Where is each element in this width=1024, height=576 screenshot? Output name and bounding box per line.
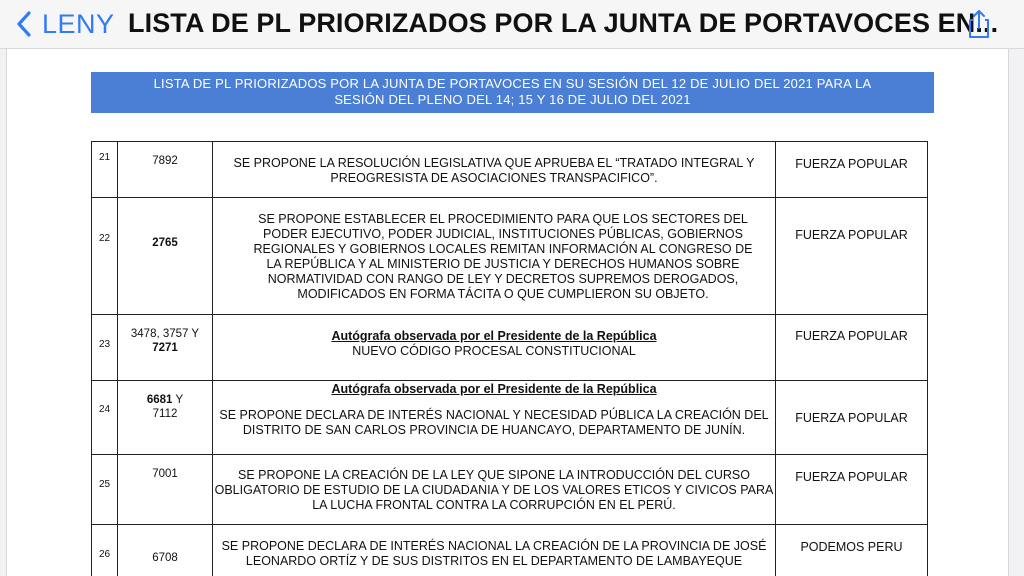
row-number [92, 198, 118, 315]
description [213, 198, 776, 315]
description-line: SE PROPONE ESTABLECER EL PROCEDIMIENTO PARA QUE LOS SECTORES DEL [258, 212, 748, 226]
pl-number-text: 2765 [152, 237, 178, 249]
party-text: FUERZA POPULAR [795, 157, 908, 171]
party-text: FUERZA POPULAR [795, 411, 908, 425]
description [213, 142, 776, 198]
pl-number-text: 6708 [152, 552, 178, 564]
pl-number-text: 7112 [152, 408, 178, 420]
description-line: REGIONALES Y GOBIERNOS LOCALES REMITAN INFORMACIÓN AL CONGRESO DE [253, 242, 753, 256]
pl-number [118, 142, 213, 198]
autografa-heading: Autógrafa observada por el Presidente de la República [331, 382, 657, 396]
party [776, 525, 928, 576]
row-number-text: 22 [98, 233, 111, 244]
party [776, 198, 928, 315]
party [776, 455, 928, 525]
pl-number [118, 455, 213, 525]
party-text: FUERZA POPULAR [795, 228, 908, 242]
document-view[interactable] [6, 49, 1009, 576]
description [213, 455, 776, 525]
back-button[interactable] [16, 6, 115, 42]
table-row [92, 198, 928, 315]
banner-line-2: SESIÓN DEL PLENO DEL 14; 15 Y 16 DE JULIO DEL 2021 [334, 92, 691, 107]
party-text: FUERZA POPULAR [795, 329, 908, 343]
party-text: FUERZA POPULAR [795, 470, 908, 484]
description [213, 381, 776, 455]
pl-number [118, 315, 213, 381]
row-number [92, 455, 118, 525]
description-line: SE PROPONE LA CREACIÓN DE LA LEY QUE SIPONE LA INTRODUCCIÓN DEL CURSO [238, 468, 750, 482]
party [776, 381, 928, 455]
description-line: SE PROPONE DECLARA DE INTERÉS NACIONAL Y NECESIDAD PÚBLICA LA CREACIÓN DEL [219, 408, 769, 422]
description-line: NUEVO CÓDIGO PROCESAL CONSTITUCIONAL [352, 344, 636, 358]
party [776, 142, 928, 198]
pl-number-text: 7001 [152, 468, 178, 480]
description-line: LA LUCHA FRONTAL CONTRA LA CORRUPCIÓN EN EL PERÚ. [312, 498, 676, 512]
back-label: LENY [42, 8, 115, 39]
document-banner [91, 72, 934, 113]
autografa-heading: Autógrafa observada por el Presidente de la República [331, 329, 657, 343]
row-number-text: 25 [98, 479, 111, 490]
description-line: MODIFICADOS EN FORMA TÁCITA O QUE CUMPLIERON SU OBJETO. [297, 287, 709, 301]
description-line: DISTRITO DE SAN CARLOS PROVINCIA DE HUANCAYO, DEPARTAMENTO DE JUNÍN. [242, 423, 746, 437]
row-number-text: 24 [98, 404, 111, 415]
share-button[interactable] [963, 8, 995, 40]
pl-number [118, 525, 213, 576]
description-line: NORMATIVIDAD CON RANGO DE LEY Y DECRETOS SUPREMOS DEROGADOS, [267, 272, 739, 286]
projects-table [91, 141, 928, 576]
page-title: LISTA DE PL PRIORIZADOS POR LA JUNTA DE PORTAVOCES EN... [128, 8, 999, 38]
description-line: OBLIGATORIO DE ESTUDIO DE LA CIUDADANIA Y DE LOS VALORES ETICOS Y CIVICOS PARA [214, 483, 774, 497]
row-number [92, 525, 118, 576]
description-line: LEONARDO ORTÍZ Y DE SUS DISTRITOS EN EL DEPARTAMENTO DE LAMBAYEQUE [245, 554, 743, 568]
party [776, 315, 928, 381]
row-number [92, 142, 118, 198]
pl-number [118, 198, 213, 315]
description-line: PODER EJECUTIVO, PODER JUDICIAL, INSTITUCIONES PÚBLICAS, GOBIERNOS [263, 227, 743, 241]
table-row [92, 381, 928, 455]
row-number [92, 315, 118, 381]
description-line: PREOGRESISTA DE ASOCIACIONES TRANSPACIFICO”. [330, 171, 658, 185]
banner-line-1: LISTA DE PL PRIORIZADOS POR LA JUNTA DE PORTAVOCES EN SU SESIÓN DEL 12 DE JULIO DEL 2021 PARA LA [153, 76, 872, 91]
pl-number-text: 3478, 3757 Y [130, 328, 200, 340]
pl-number [118, 381, 213, 455]
pl-number-text: 7271 [152, 342, 178, 354]
party-text: PODEMOS PERU [800, 540, 903, 554]
chevron-left-icon [16, 10, 32, 38]
pl-number-text: 6681 [146, 394, 173, 406]
table-row [92, 142, 928, 198]
navigation-bar [0, 0, 1024, 49]
row-number-text: 23 [98, 339, 111, 350]
description-line: SE PROPONE DECLARA DE INTERÉS NACIONAL LA CREACIÓN DE LA PROVINCIA DE JOSÉ [221, 539, 767, 553]
description [213, 315, 776, 381]
pl-number-text: 7892 [152, 155, 178, 167]
table-row [92, 455, 928, 525]
table-row [92, 525, 928, 576]
description-line: LA REPÚBLICA Y AL MINISTERIO DE JUSTICIA Y DERECHOS HUMANOS SOBRE [266, 257, 740, 271]
row-number-text: 21 [98, 152, 111, 163]
row-number-text: 26 [98, 549, 111, 560]
description [213, 525, 776, 576]
table-row [92, 315, 928, 381]
share-icon [963, 8, 995, 40]
row-number [92, 381, 118, 455]
pl-join-text: Y [172, 394, 184, 406]
description-line: SE PROPONE LA RESOLUCIÓN LEGISLATIVA QUE APRUEBA EL “TRATADO INTEGRAL Y [233, 156, 755, 170]
